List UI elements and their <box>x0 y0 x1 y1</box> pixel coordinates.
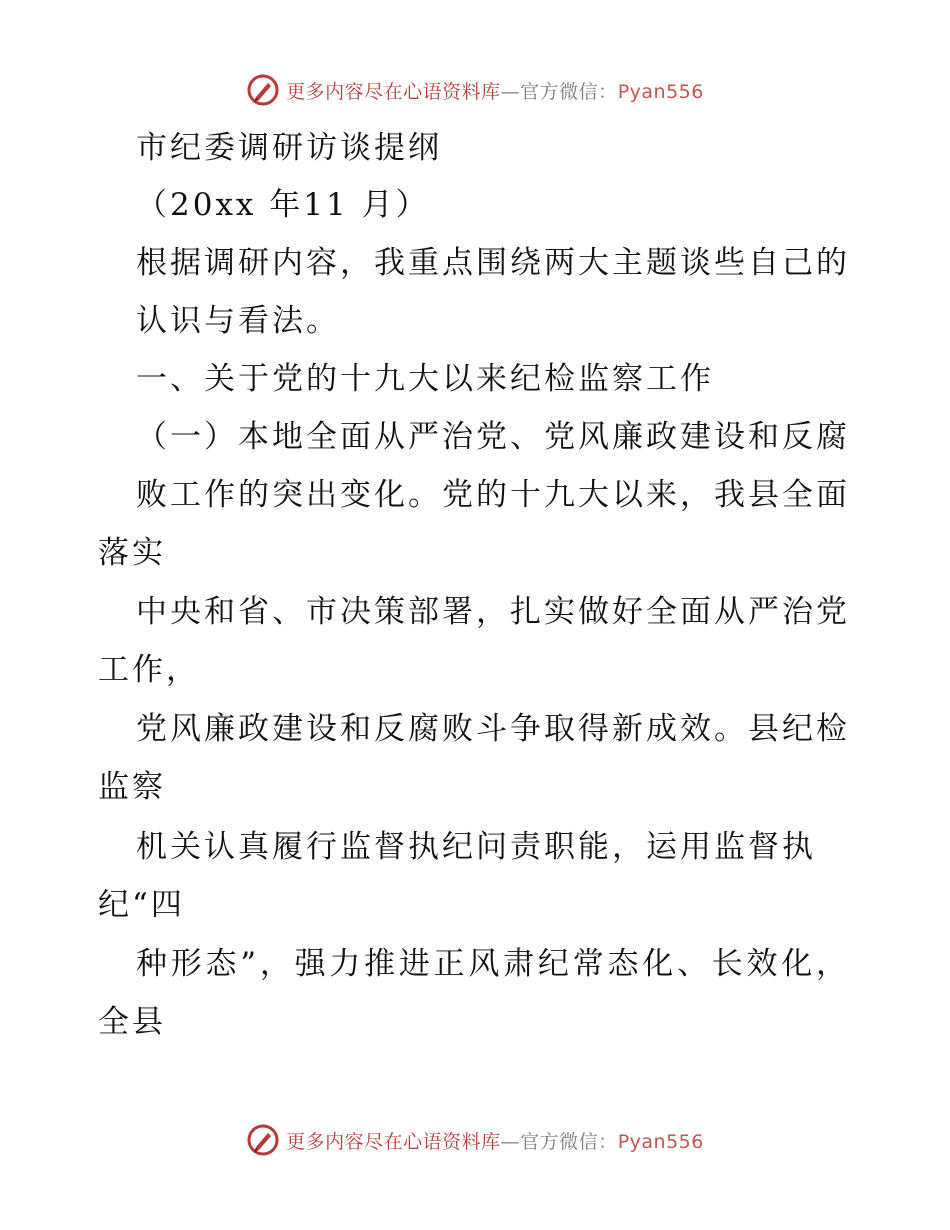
doc-line-6: （一）本地全面从严治党、党风廉政建设和反腐 <box>136 419 850 455</box>
doc-line-16: 全县 <box>98 1004 166 1040</box>
pen-logo-icon <box>246 1123 280 1157</box>
header-banner-title: 更多内容尽在心语资料库 <box>286 80 501 103</box>
doc-line-13: 机关认真履行监督执纪问责职能，运用监督执 <box>136 829 816 865</box>
header-banner-wechat-label: 官方微信： <box>520 80 618 103</box>
doc-line-3: 根据调研内容，我重点围绕两大主题谈些自己的 <box>136 245 850 281</box>
doc-line-4: 认识与看法。 <box>136 303 340 339</box>
footer-banner-wechat-id: Pyan556 <box>617 1130 704 1153</box>
doc-line-8: 落实 <box>98 535 166 571</box>
header-watermark-banner <box>0 70 950 110</box>
doc-date: （20xx 年11 月） <box>136 187 430 223</box>
header-banner-wechat-id: Pyan556 <box>617 80 704 103</box>
doc-line-11: 党风廉政建设和反腐败斗争取得新成效。县纪检 <box>136 711 850 747</box>
footer-banner-title: 更多内容尽在心语资料库 <box>286 1130 501 1153</box>
doc-line-10: 工作， <box>98 652 200 688</box>
doc-line-15: 种形态”，强力推进正风肃纪常态化、长效化， <box>136 946 850 982</box>
footer-watermark-text <box>286 1127 704 1154</box>
pen-logo-icon <box>246 73 280 107</box>
footer-watermark-banner <box>0 1120 950 1160</box>
header-watermark-content <box>246 73 704 107</box>
doc-line-12: 监察 <box>98 769 166 805</box>
footer-banner-dash: — <box>500 1130 521 1153</box>
doc-line-14: 纪“四 <box>98 887 185 923</box>
doc-line-9: 中央和省、市决策部署，扎实做好全面从严治党 <box>136 594 850 630</box>
header-banner-dash: — <box>500 80 521 103</box>
footer-banner-wechat-label: 官方微信： <box>520 1130 618 1153</box>
header-watermark-text <box>286 77 704 104</box>
doc-line-7: 败工作的突出变化。党的十九大以来，我县全面 <box>136 477 850 513</box>
doc-section-heading: 一、关于党的十九大以来纪检监察工作 <box>136 361 714 397</box>
doc-title: 市纪委调研访谈提纲 <box>136 130 442 166</box>
footer-watermark-content <box>246 1123 704 1157</box>
